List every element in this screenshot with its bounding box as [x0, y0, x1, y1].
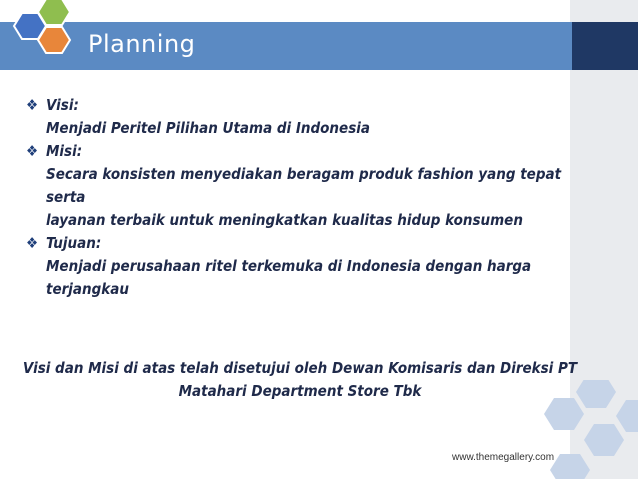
section-text-line: layanan terbaik untuk meningkatkan kualitas hidup konsumen: [46, 211, 523, 229]
header-accent-block: [572, 22, 638, 70]
page-title: Planning: [88, 30, 196, 58]
section-label: Visi:: [46, 96, 79, 114]
hexagon-decoration-icon: [520, 380, 638, 479]
section-visi: [26, 94, 586, 140]
section-label: Misi:: [46, 142, 83, 160]
content-body: [26, 94, 586, 301]
diamond-bullet-icon: ❖: [26, 234, 39, 252]
approval-note-line: Visi dan Misi di atas telah disetujui oleh Dewan Komisaris dan Direksi PT: [22, 359, 578, 377]
section-label: Tujuan:: [46, 234, 102, 252]
section-misi: [26, 140, 586, 232]
website-link[interactable]: www.themegallery.com: [452, 452, 555, 463]
diamond-bullet-icon: ❖: [26, 142, 39, 160]
approval-note: [20, 357, 580, 403]
section-text-line: terjangkau: [46, 280, 129, 298]
section-text-line: Menjadi Peritel Pilihan Utama di Indonesia: [46, 119, 370, 137]
section-text-line: Menjadi perusahaan ritel terkemuka di Indonesia dengan harga: [46, 257, 532, 275]
section-tujuan: [26, 232, 586, 301]
section-text-line: Secara konsisten menyediakan beragam produk fashion yang tepat serta: [46, 165, 562, 206]
approval-note-line: Matahari Department Store Tbk: [178, 382, 422, 400]
hexagon-logo-icon: [0, 0, 90, 80]
diamond-bullet-icon: ❖: [26, 96, 39, 114]
